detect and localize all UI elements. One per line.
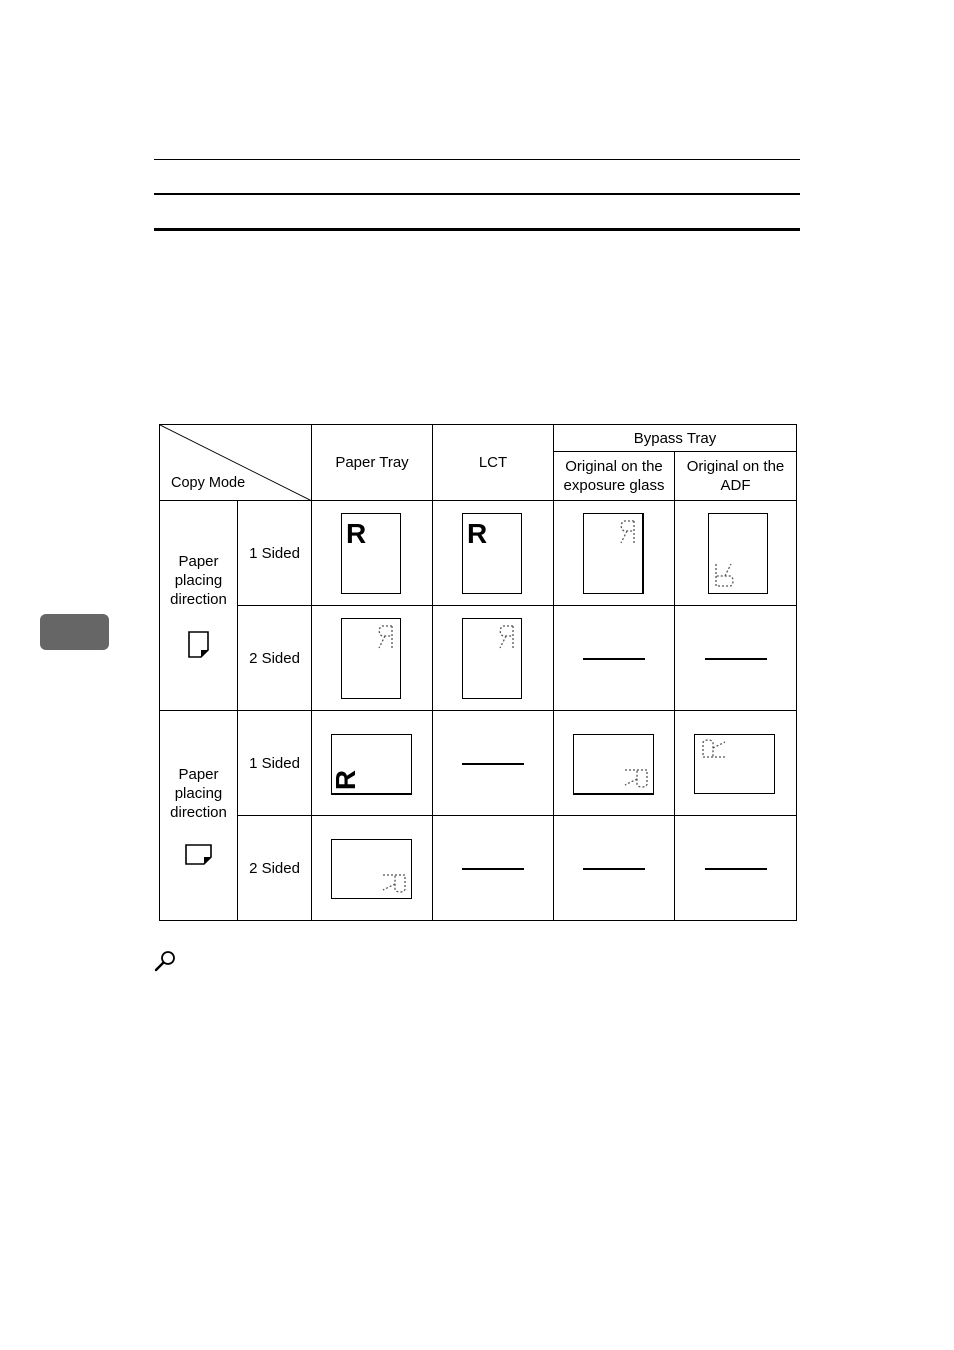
- direction-label: Paper placing direction: [170, 553, 227, 608]
- not-available-cell: [554, 816, 675, 921]
- header-rule-thin: [154, 159, 800, 160]
- paper-tray-2sided-portrait: [312, 606, 432, 710]
- copy-mode-corner-cell: [160, 425, 312, 501]
- paper-sheet: [462, 513, 522, 594]
- not-available-dash: [583, 658, 645, 660]
- not-available-cell: [675, 606, 797, 711]
- paper-sheet: [341, 618, 401, 699]
- mirrored-r-ghost-icon: [497, 624, 517, 650]
- not-available-dash: [705, 868, 767, 870]
- lct-2sided-portrait: [433, 606, 553, 710]
- header-bypass-tray: Bypass Tray: [554, 425, 797, 452]
- rotated-r-ghost-icon: [381, 872, 407, 894]
- rotated-r-ghost-icon: [623, 767, 649, 789]
- landscape-page-icon: [185, 844, 213, 866]
- paper-sheet: [573, 734, 654, 795]
- header-rule-thick: [154, 228, 800, 231]
- letter-r: R: [346, 518, 367, 549]
- portrait-page-icon: [188, 631, 210, 659]
- paper-sheet: [331, 734, 412, 795]
- not-available-cell: [554, 606, 675, 711]
- paper-sheet: [694, 734, 775, 794]
- bypass-adf-1sided-portrait: [675, 501, 796, 605]
- paper-sheet: [708, 513, 768, 594]
- direction-cell-portrait: [160, 501, 238, 711]
- paper-placement-table: [159, 424, 797, 921]
- paper-tray-2sided-landscape: [312, 816, 432, 920]
- paper-sheet: [341, 513, 401, 594]
- not-available-dash: [462, 868, 524, 870]
- bypass-adf-1sided-landscape: [675, 711, 796, 815]
- not-available-cell: [675, 816, 797, 921]
- direction-cell-landscape: [160, 711, 238, 921]
- rotated-r-ghost-icon: [713, 562, 735, 588]
- mode-label: 1 Sided: [238, 501, 312, 606]
- rotated-r-ghost-icon: [701, 739, 727, 761]
- magnifier-reference-icon: [154, 950, 178, 974]
- not-available-dash: [583, 868, 645, 870]
- not-available-cell: [433, 711, 554, 816]
- header-lct: LCT: [433, 425, 554, 501]
- bypass-exposure-1sided-landscape: [554, 711, 674, 815]
- not-available-dash: [705, 658, 767, 660]
- paper-sheet: [583, 513, 644, 594]
- mode-label: 2 Sided: [238, 816, 312, 921]
- header-paper-tray: Paper Tray: [312, 425, 433, 501]
- not-available-dash: [462, 763, 524, 765]
- mirrored-r-ghost-icon: [376, 624, 396, 650]
- copy-mode-label: Copy Mode: [171, 475, 246, 491]
- direction-label: Paper placing direction: [170, 766, 227, 821]
- mode-label: 2 Sided: [238, 606, 312, 711]
- letter-r: R: [467, 518, 488, 549]
- header-rule-medium: [154, 193, 800, 195]
- paper-sheet: [331, 839, 412, 899]
- paper-tray-1sided-landscape: [312, 711, 432, 815]
- lct-1sided-portrait: [433, 501, 553, 605]
- mode-label: 1 Sided: [238, 711, 312, 816]
- bypass-exposure-1sided-portrait: [554, 501, 674, 605]
- not-available-cell: [433, 816, 554, 921]
- header-bypass-adf: Original on the ADF: [675, 452, 797, 501]
- chapter-tab: [40, 614, 109, 650]
- paper-sheet: [462, 618, 522, 699]
- header-bypass-exposure-glass: Original on the exposure glass: [554, 452, 675, 501]
- paper-tray-1sided-portrait: [312, 501, 432, 605]
- letter-r-rotated: R: [330, 769, 362, 791]
- mirrored-r-ghost-icon: [618, 519, 638, 545]
